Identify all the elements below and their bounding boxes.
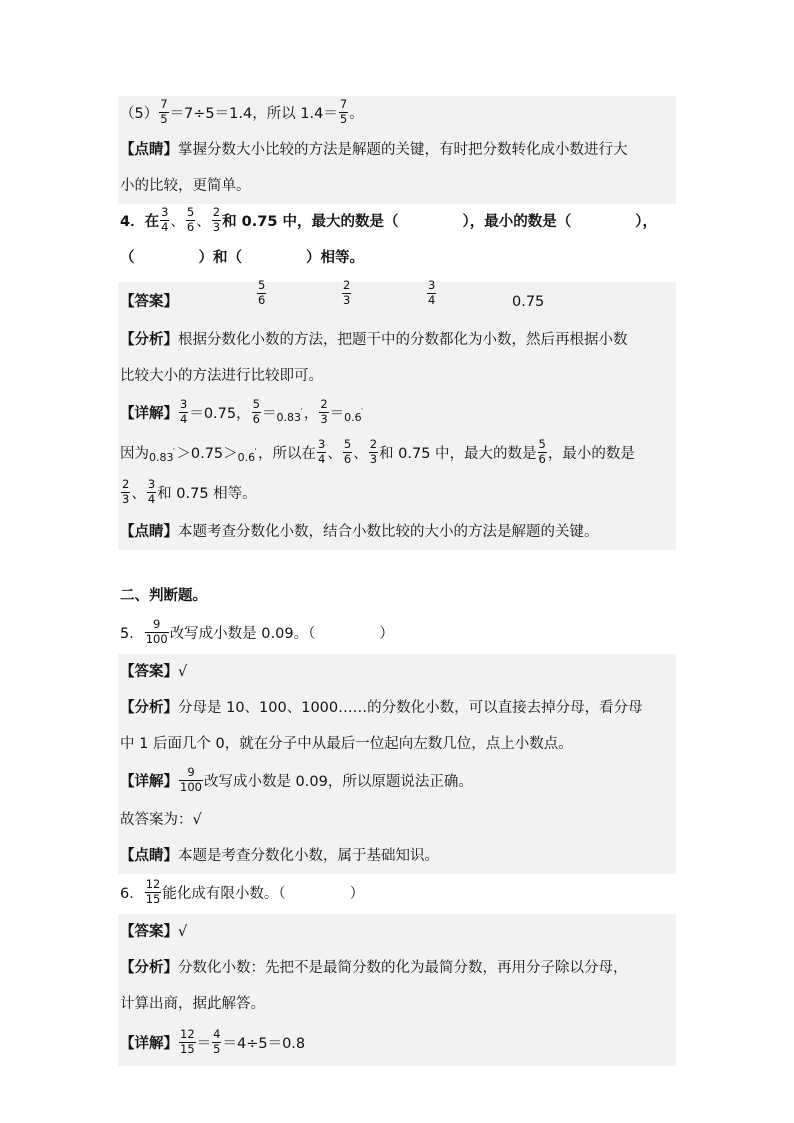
fraction: $\frac{2}{3}$ xyxy=(122,477,130,506)
q5-fenxi-line2: 中 1 后面几个 0，就在分子中从最后一位起向左数几位，点上小数点。 xyxy=(120,736,573,752)
q3-dianjing-line1: 【点睛】掌握分数大小比较的方法是解题的关键，有时把分数转化成小数进行大 xyxy=(120,142,628,158)
fraction: $\frac{5}{6}$ xyxy=(343,437,352,466)
q4-yinwei-line: 因为$_{0.83^\cdot}>0.75>_{0.6^\cdot}$，所以在 $\frac{3}{4}$ 、 $\frac{5}{6}$ 、 $\frac{2}{3}$ 和 0.75 中，最大的数是 $\frac{5}{6}$ ，最小的数是 xyxy=(120,437,635,466)
q5-dianjing: 【点睛】本题是考查分数化小数，属于基础知识。 xyxy=(120,848,439,864)
q5-stem: 5． $\frac{9}{100}$ 改写成小数是 0.09。（ ） xyxy=(120,617,394,646)
repeating-decimal: 0.6· xyxy=(344,405,364,424)
fraction: $\frac{5}{6}$ xyxy=(538,437,546,466)
document-page xyxy=(118,96,676,1066)
repeating-decimal: 0.6· xyxy=(237,445,258,464)
fraction: $\frac{2}{3}$ xyxy=(320,397,328,426)
q5-guda: 故答案为：√ xyxy=(120,812,202,828)
answer-fraction-1: $\frac{5}{6}$ xyxy=(258,278,266,307)
fraction: $\frac{12}{15}$ xyxy=(145,877,161,906)
q3-item5: （5） $\frac{7}{5}$ ＝7÷5＝1.4，所以 1.4＝ $\frac{7}{5}$ 。 xyxy=(120,97,364,126)
fraction: $\frac{4}{5}$ xyxy=(213,1027,221,1056)
q4-stem-line1: 4．在 $\frac{3}{4}$ 、 $\frac{5}{6}$ 、 $\frac{2}{3}$ 和 0.75 中，最大的数是（ ），最小的数是（ ）， xyxy=(120,205,657,234)
fraction: $\frac{2}{3}$ xyxy=(212,205,221,234)
q6-stem: 6． $\frac{12}{15}$ 能化成有限小数。（ ） xyxy=(120,877,365,906)
question-number: 6． xyxy=(120,886,144,902)
fraction: $\frac{3}{4}$ xyxy=(180,397,188,426)
q6-solution-block xyxy=(118,914,676,1066)
q5-fenxi-line1: 【分析】分母是 10、100、1000……的分数化小数，可以直接去掉分母，看分母 xyxy=(120,700,643,716)
answer-fraction-3: $\frac{3}{4}$ xyxy=(428,278,436,307)
q4-answer-line xyxy=(118,278,676,322)
question-number: 4． xyxy=(120,214,145,230)
answer-fraction-2: $\frac{2}{3}$ xyxy=(343,278,351,307)
q3-dianjing-line2: 小的比较，更简单。 xyxy=(120,178,251,194)
fraction: $\frac{2}{3}$ xyxy=(369,437,378,466)
q6-fenxi-line2: 计算出商，据此解答。 xyxy=(120,996,265,1012)
fraction: $\frac{5}{6}$ xyxy=(252,397,260,426)
q6-answer: 【答案】√ xyxy=(120,924,188,940)
q4-fenxi-line1: 【分析】根据分数化小数的方法，把题干中的分数都化为小数，然后再根据小数 xyxy=(120,332,628,348)
answer-label: 【答案】 xyxy=(120,294,178,310)
q4-stem-line2: （ ）和（ ）相等。 xyxy=(120,250,364,266)
fraction: $\frac{7}{5}$ xyxy=(160,97,168,126)
q4-dianjing-line: 【点睛】本题考查分数化小数，结合小数比较的大小的方法是解题的关键。 xyxy=(120,524,599,540)
fraction: $\frac{7}{5}$ xyxy=(339,97,348,126)
q5-solution-block xyxy=(118,654,676,874)
answer-decimal: 0.75 xyxy=(512,294,545,310)
dianjing-label: 【点睛】 xyxy=(120,142,178,158)
q6-xiangjie: 【详解】 $\frac{12}{15}$ ＝ $\frac{4}{5}$ ＝4÷5＝0.8 xyxy=(120,1027,306,1056)
q4-xiangjie-line: 【详解】 $\frac{3}{4}$ ＝0.75， $\frac{5}{6}$ $=_{0.83^\cdot}$， $\frac{2}{3}$ $=_{0.6^\cdot}$ xyxy=(120,397,364,426)
fraction: $\frac{5}{6}$ xyxy=(186,205,195,234)
q4-fenxi-line2: 比较大小的方法进行比较即可。 xyxy=(120,368,323,384)
fraction: $\frac{12}{15}$ xyxy=(180,1027,195,1056)
q5-answer: 【答案】√ xyxy=(120,664,188,680)
repeating-decimal: 0.83· xyxy=(276,405,303,424)
question-number: 5． xyxy=(120,626,144,642)
fraction: $\frac{9}{100}$ xyxy=(145,617,168,646)
fraction: $\frac{3}{4}$ xyxy=(318,437,326,466)
fraction: $\frac{9}{100}$ xyxy=(180,765,202,794)
item-text: ＝7÷5＝1.4，所以 1.4＝ xyxy=(169,106,338,122)
q6-fenxi-line1: 【分析】分数化小数：先把不是最简分数的化为最简分数，再用分子除以分母， xyxy=(120,960,628,976)
repeating-decimal: 0.83· xyxy=(149,445,176,464)
q3-solution-block xyxy=(118,96,676,204)
section-title: 二、判断题。 xyxy=(120,588,207,604)
q4-yinwei-line2: $\frac{2}{3}$ 、 $\frac{3}{4}$ 和 0.75 相等。 xyxy=(122,477,257,506)
q4-solution-block xyxy=(118,278,676,550)
q5-xiangjie: 【详解】 $\frac{9}{100}$ 改写成小数是 0.09，所以原题说法正确。 xyxy=(120,765,473,794)
fraction: $\frac{3}{4}$ xyxy=(147,477,156,506)
fraction: $\frac{3}{4}$ xyxy=(161,205,169,234)
item-prefix: （5） xyxy=(120,106,159,122)
